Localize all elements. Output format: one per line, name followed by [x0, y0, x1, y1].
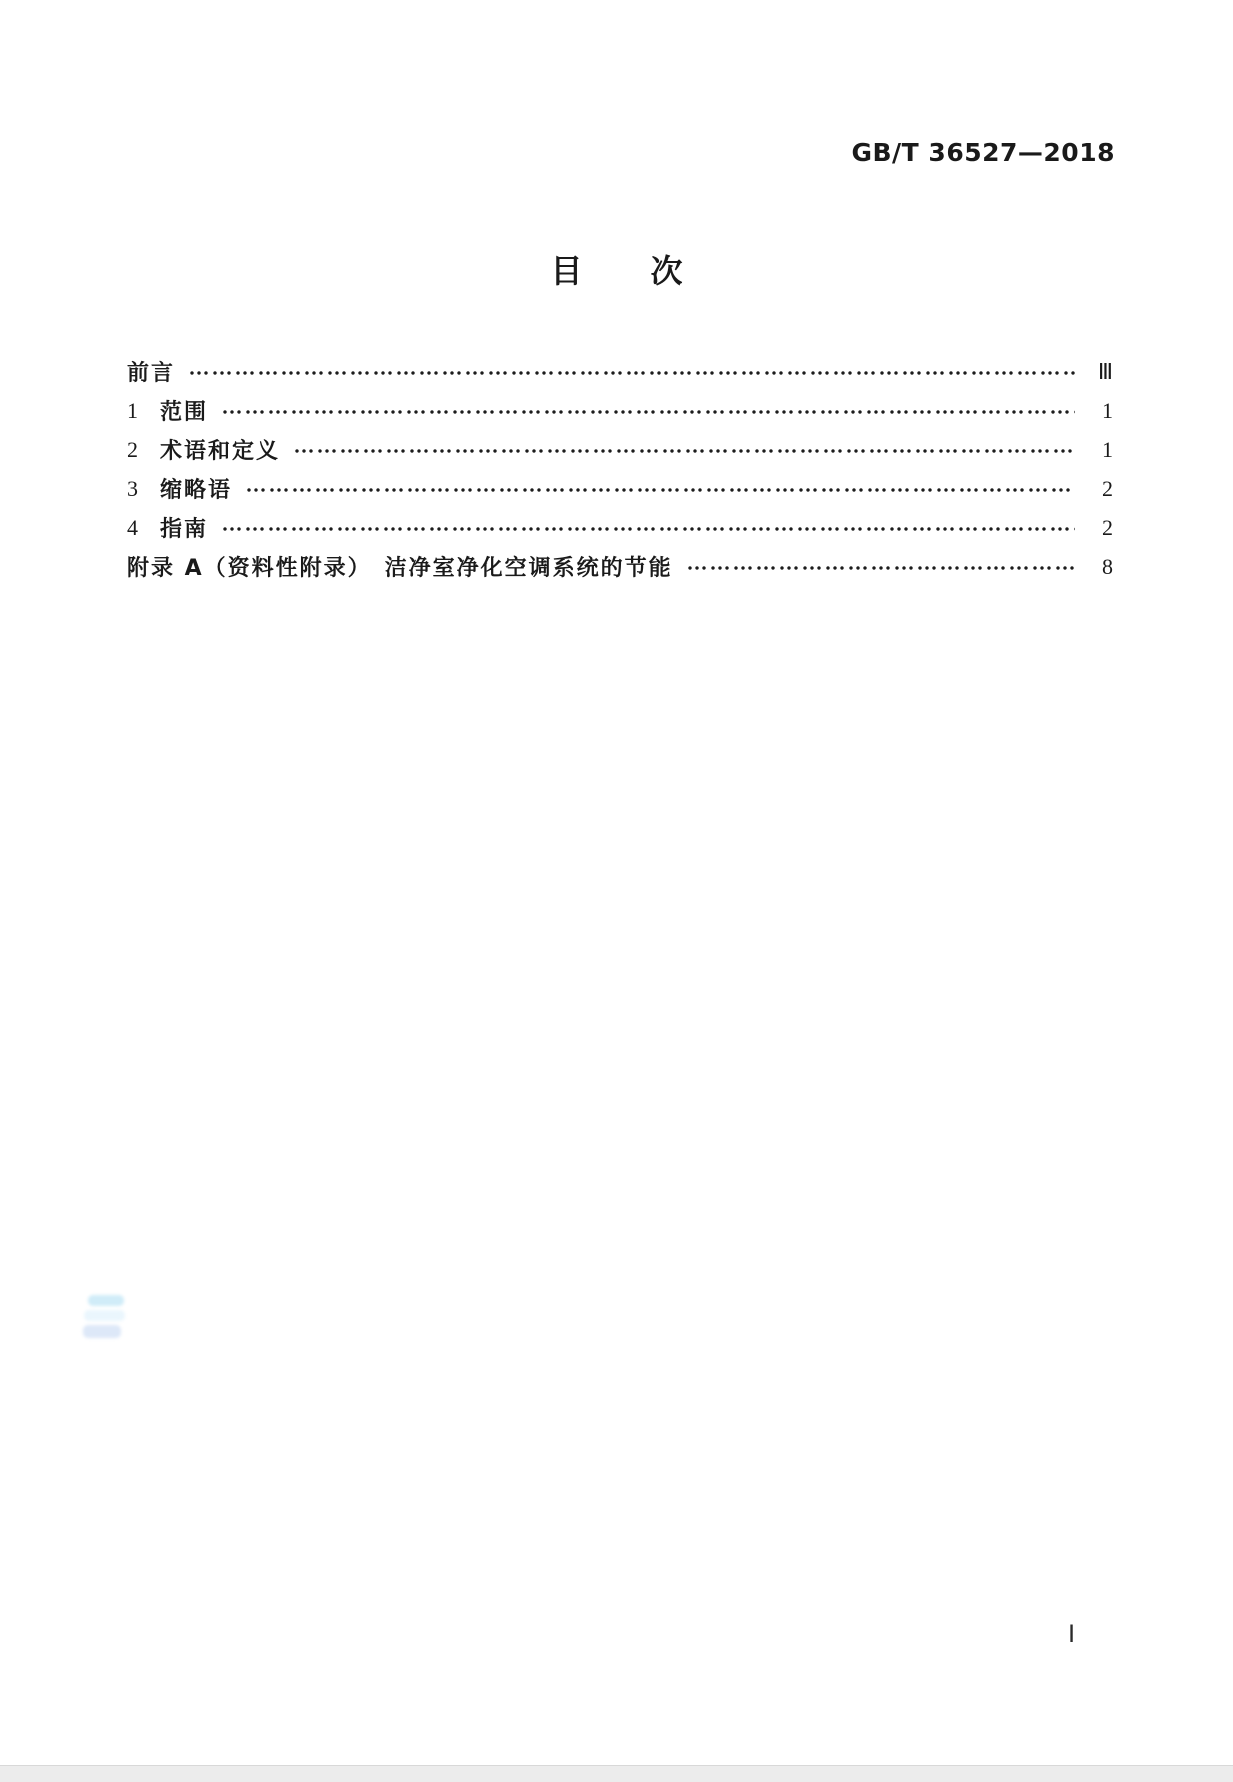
- toc-row-terms: [127, 430, 1113, 469]
- toc-row-appendix-a: [127, 547, 1113, 586]
- toc-page-number: 1: [1102, 436, 1113, 462]
- toc-page-number: 8: [1102, 553, 1113, 579]
- toc-item-label: 缩略语: [160, 478, 233, 503]
- toc-item-label: 范围: [160, 400, 209, 425]
- toc-row-scope: [127, 391, 1113, 430]
- toc-page-number: 1: [1102, 397, 1113, 423]
- toc-row-abbreviations: [127, 469, 1113, 508]
- dot-leader: [222, 523, 1075, 535]
- toc-page-number: 2: [1102, 475, 1113, 501]
- toc-row-guide: [127, 508, 1113, 547]
- standard-number: GB/T 36527—2018: [851, 138, 1115, 167]
- footer-page-number: Ⅰ: [1068, 1622, 1076, 1648]
- dot-leader: [222, 406, 1075, 418]
- toc-item-label: 术语和定义: [160, 439, 281, 464]
- toc-row-foreword: [127, 352, 1113, 391]
- page-title-char: 目: [550, 252, 583, 290]
- toc-item-number: 2: [127, 436, 138, 462]
- toc-item-number: 4: [127, 514, 138, 540]
- dot-leader: [294, 445, 1075, 457]
- table-of-contents: [127, 352, 1113, 586]
- toc-item-number: 1: [127, 397, 138, 423]
- dot-leader: [189, 367, 1075, 379]
- page-title: [0, 246, 1233, 292]
- dot-leader: [246, 484, 1075, 496]
- scan-smudge-watermark: [80, 1293, 128, 1345]
- toc-page-number: Ⅲ: [1097, 358, 1113, 384]
- toc-item-label: 指南: [160, 517, 209, 542]
- bottom-scan-edge: [0, 1765, 1233, 1782]
- toc-item-label: 前言: [127, 361, 176, 386]
- dot-leader: [687, 562, 1075, 574]
- toc-page-number: 2: [1102, 514, 1113, 540]
- toc-item-number: 3: [127, 475, 138, 501]
- page-title-char: 次: [650, 252, 683, 290]
- toc-item-label: 附录 A（资料性附录） 洁净室净化空调系统的节能: [127, 556, 673, 581]
